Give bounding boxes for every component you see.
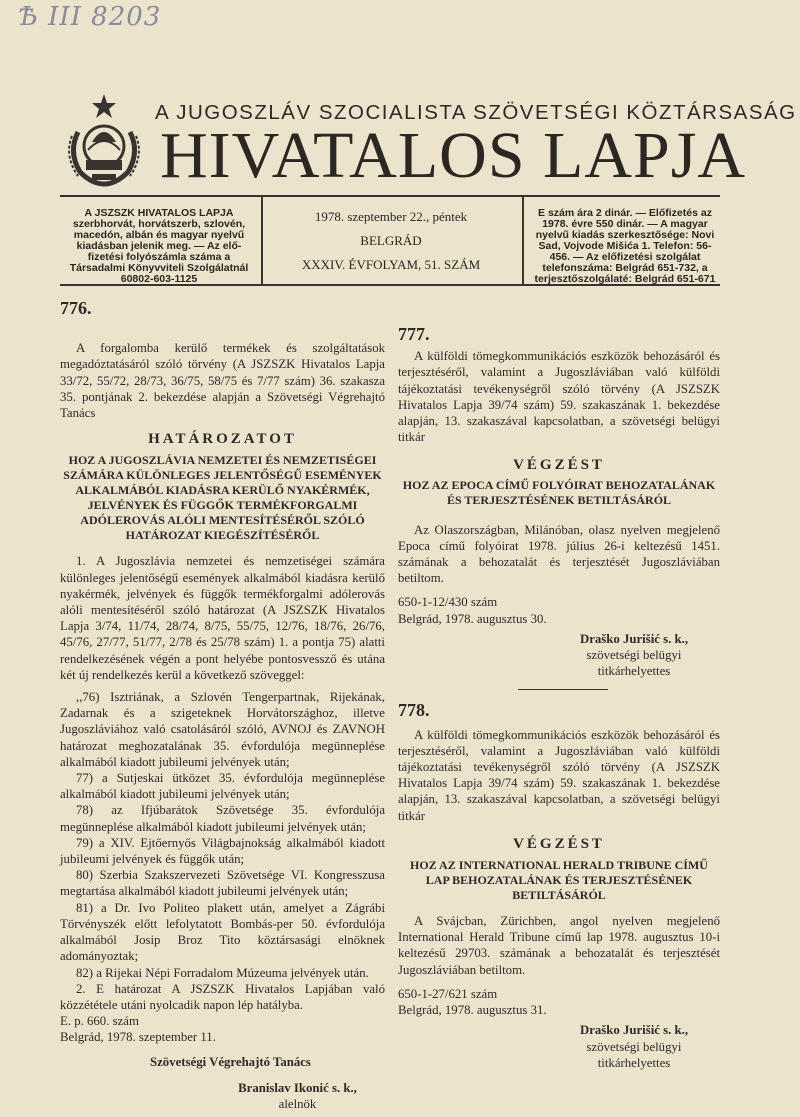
reference-number: E. p. 660. szám — [60, 1014, 139, 1029]
issue-place-date-778: Belgrád, 1978. augusztus 31. — [398, 1003, 547, 1018]
paragraph-82: 82) a Rijekai Népi Forradalom Múzeuma jelvények után. — [76, 965, 369, 980]
article-number-777: 777. — [398, 324, 430, 344]
decision-subheading-778: HOZ AZ INTERNATIONAL HERALD TRIBUNE CÍMŰ LAP BEHOZATALÁNAK ÉS TERJESZTÉSÉNEK BETILTÁSÁRÓL — [410, 858, 708, 903]
issuing-body: Szövetségi Végrehajtó Tanács — [150, 1054, 311, 1069]
issue-place-date-777: Belgrád, 1978. augusztus 30. — [398, 611, 547, 626]
masthead-title: HIVATALOS LAPJA — [160, 119, 747, 192]
signer-title-777-1: szövetségi belügyi — [586, 648, 682, 663]
header-top-rule — [60, 195, 720, 197]
signer-name-778: Draško Jurišić s. k., — [579, 1023, 689, 1038]
header-publication-info: A JSZSZK HIVATALOS LAPJA szerbhorvát, horvátszerb, szlovén, macedón, albán és magyar nyelvű kiadásban jelenik meg. — Az elő-fizetési folyószámla száma a Társadalmi Könyvviteli Szolgálatnál 60802-603-1125 — [69, 207, 249, 285]
header-divider-right — [522, 196, 524, 284]
header-issue-info — [266, 205, 516, 293]
article-intro: A forgalomba kerülő termékek és szolgáltatások megadóztatásáról szóló törvény (A JSZSZK Hivatalos Lapja 33/72, 55/72, 28/73, 36/75, 58/75 és 7/77 szám) 36. szakasza 35. pontjának 2. bekezdése alapján a Szövetségi Végrehajtó Tanács — [60, 341, 385, 421]
decision-heading-777: VÉGZÉST — [513, 457, 605, 474]
article-intro-777: A külföldi tömegkommunikációs eszközök behozásáról és terjesztéséről, valamint a Jugoszláviában való külföldi tájékoztatási tevékenységről szóló törvény (A JSZSZK Hivatalos Lapja 39/74 szám) 59. szakaszának 1. bekezdése alapján, 13. szakaszával kapcsolatban, a szövetségi belügyi titkár — [398, 349, 720, 445]
paragraph-80: 80) Szerbia Szakszervezeti Szövetsége VI. Kongresszusa megtartása alkalmából kiadott jubileumi jelvények után; — [60, 868, 385, 899]
article-body-777: Az Olaszországban, Milánóban, olasz nyelven megjelenő Epoca című folyóirat 1978. július 26-i keltezésű 1451. számának a behozatalát és terjesztését Jugoszláviában betiltom. — [398, 522, 720, 586]
signer-title: alelnök — [278, 1096, 317, 1111]
paragraph-76: ,,76) Isztriának, a Szlovén Tengerpartnak, Rijekának, Zadarnak és a szigeteknek Horvátországhoz, illetve Jugoszláviához való csatolásáról szóló, AVNOJ és ZAVNOH határozat meghozatalának 35. évfordulója megünneplése alkalmából kiadott jubileumi jelvények után; — [60, 690, 385, 769]
paragraph-78: 78) az Ifjúbarátok Szövetsége 35. évfordulója megünneplése alkalmából kiadott jubileumi jelvények után; — [60, 803, 385, 834]
signer-name: Branislav Ikonić s. k., — [238, 1080, 357, 1095]
signer-title-778-1: szövetségi belügyi — [586, 1039, 682, 1054]
paragraph-77: 77) a Sutjeskai ütközet 35. évfordulója megünneplése alkalmából kiadott jubileumi jelvények után; — [60, 771, 385, 802]
article-body-778: A Svájcban, Zürichben, angol nyelven megjelenő International Herald Tribune című lap 1978. augusztus 10-i keltezésű 29703. számának a behozatalát és terjesztését Jugoszláviában betiltom. — [398, 914, 720, 977]
reference-number-778: 650-1-27/621 szám — [398, 986, 498, 1001]
article-776 — [60, 300, 385, 1112]
masthead-subtitle: A JUGOSZLÁV SZOCIALISTA SZÖVETSÉGI KÖZTÁRSASÁG — [155, 101, 797, 124]
article-intro-778: A külföldi tömegkommunikációs eszközök behozásáról és terjesztéséről, valamint a Jugoszláviában való külföldi tájékoztatási tevékenységről szóló törvény (A JSZSZK Hivatalos Lapja 39/74 szám) 59. szakaszának 1. bekezdése alapján, 13. szakaszával kapcsolatban, a szövetségi belügyi titkár — [398, 727, 720, 823]
decision-heading: HATÁROZATOT — [148, 431, 297, 448]
header-divider-left — [261, 196, 263, 284]
reference-number-777: 650-1-12/430 szám — [398, 595, 498, 610]
decision-subheading: HOZ A JUGOSZLÁVIA NEMZETEI ÉS NEMZETISÉGEI SZÁMÁRA KÜLÖNLEGES JELENTŐSÉGŰ ESEMÉNYEK ALKALMÁBÓL KIADÁSRA KERÜLŐ NYAKÉRMÉK, JELVÉNYEK ÉS FÜGGŐK TERMÉKFORGALMI ADÓLEROVÁS ALÓLI MENTESÍTÉSÉRŐL SZÓLÓ HATÁROZAT KIEGÉSZÍTÉSÉRŐL — [63, 453, 382, 543]
article-number: 776. — [60, 298, 92, 318]
article-number-778: 778. — [398, 700, 430, 721]
state-emblem-icon — [58, 92, 150, 188]
paragraph-79: 79) a XIV. Ejtőernyős Világbajnokság alkalmából kiadott jubileumi jelvények és függők után; — [60, 835, 385, 867]
decision-heading-778: VÉGZÉST — [513, 835, 605, 852]
signer-title-777-2: titkárhelyettes — [597, 664, 671, 679]
handwritten-note: Ѣ ІІІ 8203 — [18, 2, 162, 32]
issue-place-date: Belgrád, 1978. szeptember 11. — [60, 1030, 216, 1045]
signer-title-778-2: titkárhelyettes — [597, 1055, 671, 1070]
decision-subheading-777: HOZ AZ EPOCA CÍMŰ FOLYÓIRAT BEHOZATALÁNAK ÉS TERJESZTÉSÉNEK BETILTÁSÁRÓL — [402, 477, 716, 507]
paragraph-81: 81) a Dr. Ivo Politeo plakett után, amelyet a Zágrábi Törvényszék előtt lefolytatott Bombás-per 50. évfordulója alkalmából Josip Broz Tito köztársasági elnöknek adományoztak; — [60, 900, 385, 964]
paragraph-2: 2. E határozat A JSZSZK Hivatalos Lapjában való közzététele utáni nyolcadik napon lép hatályba. — [60, 981, 385, 1012]
issue-volume: XXXIV. ÉVFOLYAM, 51. SZÁM — [301, 257, 481, 272]
article-777 — [398, 326, 720, 1071]
paragraph-1: 1. A Jugoszlávia nemzetei és nemzetiségei számára különleges jelentőségű események alkalmából kiadásra kerülő nyakérmék, jelvények és függők termékforgalmi adólerovás alóli mentesítéséről szóló határozat (A JSZSZK Hivatalos Lapja 3/74, 11/74, 28/74, 8/75, 55/75, 12/76, 18/76, 26/76, 45/76, 27/77, 51/77, 2/78 és 25/78 szám) 1. a pontja 75) alatti rendelkezésének végén a pont helyébe pontosvessző és utána két új rendelkezés kerül a következő szöveggel: — [60, 554, 385, 682]
issue-place: BELGRÁD — [360, 233, 422, 248]
header-subscription-info: E szám ára 2 dinár. — Előfizetés az 1978. évre 550 dinár. — A magyar nyelvű kiadás szerkesztősége: Novi Sad, Vojvode Mišića 1. Telefon: 56-456. — Az előfizetési szolgálat telefonszáma: Belgrád 651-732, a terjesztőszolgálaté: Belgrád 651-671 — [534, 207, 716, 285]
issue-date: 1978. szeptember 22., péntek — [314, 209, 468, 224]
signer-name-777: Draško Jurišić s. k., — [579, 631, 689, 646]
